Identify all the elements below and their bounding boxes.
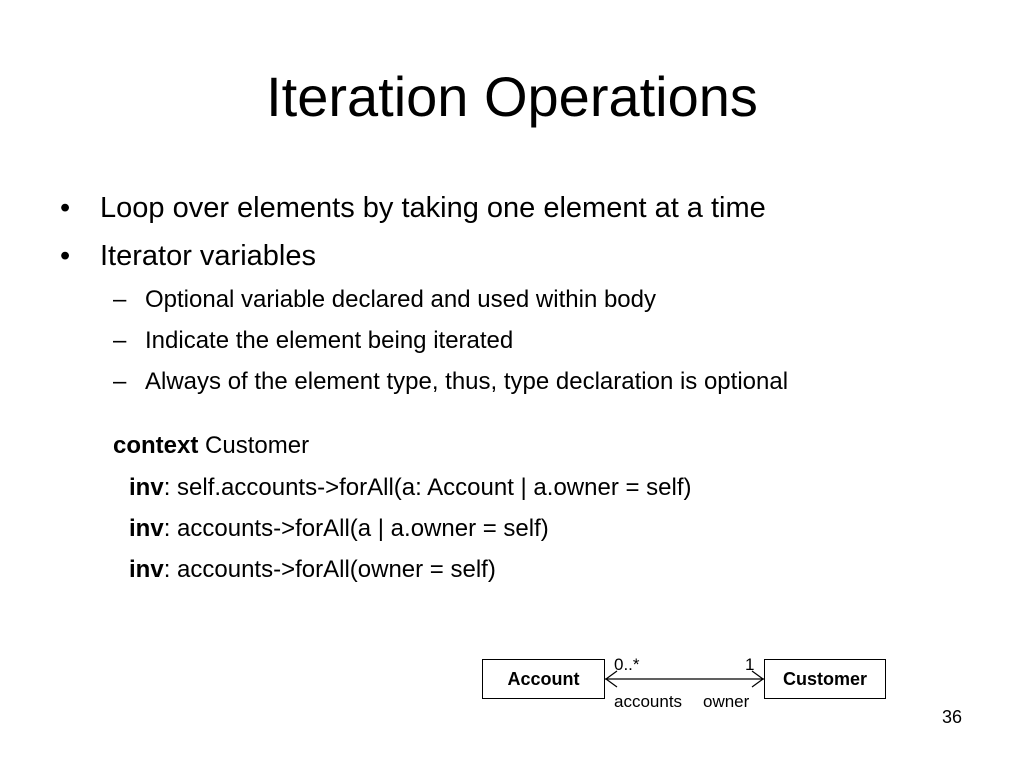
bullet-text: Iterator variables (100, 240, 316, 272)
ocl-invariant-text: : accounts->forAll(a | a.owner = self) (163, 515, 549, 542)
bullet-mark: • (60, 240, 71, 272)
sub-bullet-mark: – (113, 327, 127, 354)
ocl-context-type: Customer (198, 432, 310, 459)
uml-class-account: Account (482, 659, 605, 699)
ocl-inv-keyword: inv (129, 515, 164, 542)
ocl-inv-keyword: inv (129, 474, 164, 501)
multiplicity-right: 1 (745, 655, 755, 674)
ocl-context-keyword: context (113, 432, 199, 459)
bullet-mark: • (60, 192, 71, 224)
sub-bullet-text: Optional variable declared and used within body (145, 286, 656, 313)
sub-bullet-mark: – (113, 368, 127, 395)
sub-bullet-text: Always of the element type, thus, type declaration is optional (145, 368, 789, 395)
bullet-text: Loop over elements by taking one element at a time (100, 192, 766, 224)
uml-class-customer: Customer (764, 659, 886, 699)
ocl-invariant-text: : self.accounts->forAll(a: Account | a.owner = self) (163, 474, 692, 501)
multiplicity-left: 0..* (614, 655, 640, 674)
sub-bullet-mark: – (113, 286, 127, 313)
ocl-inv-keyword: inv (129, 556, 164, 583)
role-left: accounts (614, 692, 683, 711)
ocl-invariant-text: : accounts->forAll(owner = self) (163, 556, 496, 583)
page-number: 36 (941, 707, 962, 727)
role-right: owner (703, 692, 750, 711)
slide-title: Iteration Operations (266, 65, 758, 128)
sub-bullet-text: Indicate the element being iterated (145, 327, 514, 354)
